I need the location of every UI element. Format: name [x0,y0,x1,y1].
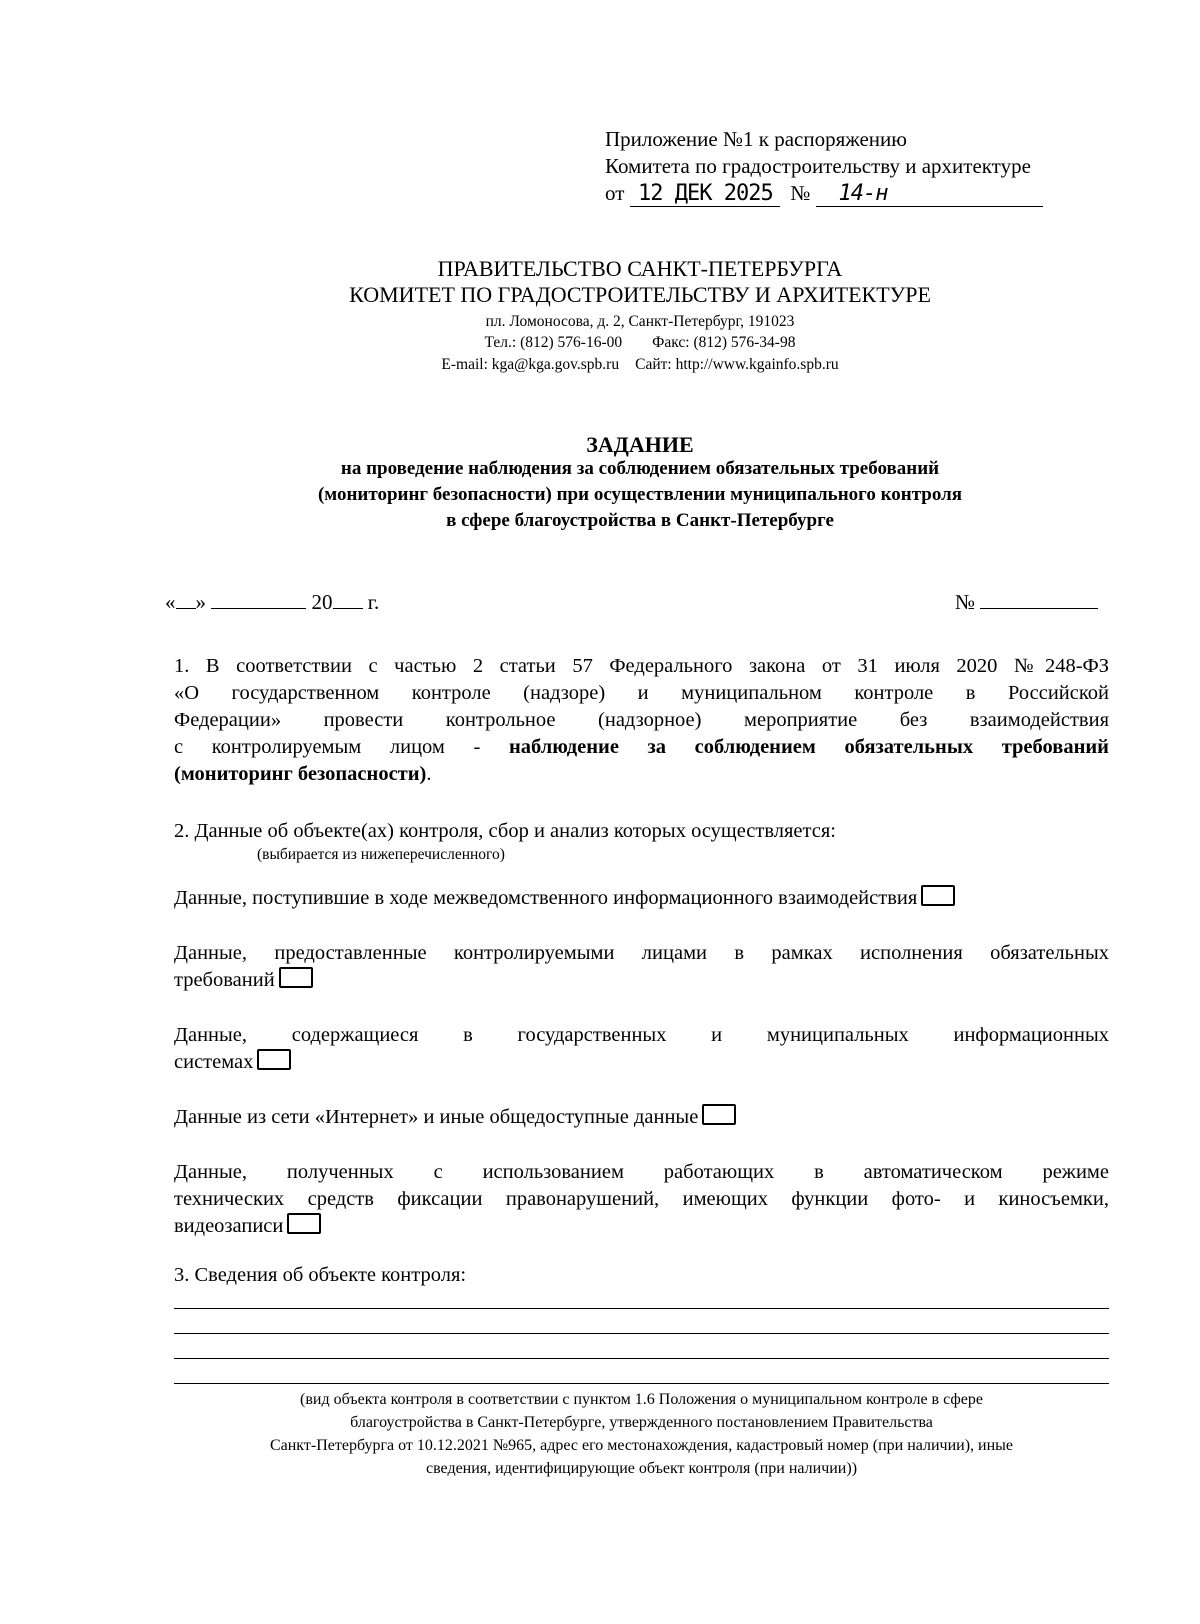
section1-line: «О государственном контроле (надзоре) и муниципальном контроле в Российской [174,682,1109,704]
option-interagency [174,885,955,912]
year-prefix: 20 [311,590,333,614]
section1-line: 1. В соответствии с частью 2 статьи 57 Федерального закона от 31 июля 2020 №248-ФЗ [174,655,1109,677]
footnote-line: (вид объекта контроля в соответствии с пунктом 1.6 Положения о муниципальном контроле в сфере [300,1391,983,1408]
section1-bold-end: (мониторинг безопасности) [174,763,427,785]
section1-bold: наблюдение за соблюдением обязательных требований [508,736,1109,758]
footnote-line: благоустройства в Санкт-Петербурге, утвержденного постановлением Правительства [350,1414,933,1431]
footnote-line: Санкт-Петербурга от 10.12.2021 №965, адрес его местонахождения, кадастровый номер (при наличии), иные [269,1437,1014,1454]
section3-footnote [174,1388,1109,1480]
fill-line[interactable] [174,1333,1109,1334]
option-checkbox[interactable] [921,885,955,906]
task-subtitle-line: на проведение наблюдения за соблюдением обязательных требований [340,458,940,479]
year-blank [333,588,363,609]
website: Сайт: http://www.kgainfo.spb.ru [635,356,839,373]
annex-line1: Приложение №1 к распоряжению [605,127,907,151]
option-controlled-persons: Данные, предоставленные контролируемыми лицами в рамках исполнения обязательных [174,942,1109,964]
task-subtitle-line: (мониторинг безопасности) при осуществлении муниципального контроля [317,484,963,505]
committee-web [240,356,1040,374]
option-technical-means-end [174,1213,321,1240]
phone: Тел.: (812) 576-16-00 [484,334,623,351]
committee-title: КОМИТЕТ ПО ГРАДОСТРОИТЕЛЬСТВУ И АРХИТЕКТУРЕ [349,282,931,307]
option-label: Данные из сети «Интернет» и иные общедоступные данные [174,1106,699,1128]
option-controlled-persons-cont [174,967,313,994]
section2-title: 2. Данные об объекте(ах) контроля, сбор и анализ которых осуществляется: [174,820,836,842]
section1-line: Федерации» провести контрольное (надзорное) мероприятие без взаимодействия [174,709,1109,731]
day-blank [176,588,196,609]
committee-contacts [240,334,1040,352]
number-field [955,588,1098,615]
section3-title: 3. Сведения об объекте контроля: [174,1264,467,1286]
fax: Факс: (812) 576-34-98 [652,334,796,351]
number-label: № [955,590,976,614]
date-field [165,588,379,615]
option-checkbox[interactable] [257,1049,291,1070]
option-information-systems-cont [174,1049,291,1076]
footnote-line: сведения, идентифицирующие объект контроля (при наличии)) [425,1460,858,1477]
section1-period: . [426,763,432,785]
section1-line [174,734,1109,761]
option-label: системах [174,1051,254,1073]
option-label: видеозаписи [174,1215,284,1237]
year-suffix: г. [367,590,380,614]
task-subtitle-line: в сфере благоустройства в Санкт-Петербурге [446,510,834,531]
option-technical-means: Данные, полученных с использованием работающих в автоматическом режиме [174,1161,1109,1183]
option-checkbox[interactable] [702,1104,736,1125]
close-quote: » [195,590,206,614]
option-label: требований [174,969,275,991]
annex-header [605,126,1043,207]
annex-line2: Комитета по градостроительству и архитектуре [605,154,1031,178]
number-blank [980,588,1098,609]
section2-hint: (выбирается из нижеперечисленного) [257,846,505,863]
handwritten-number: 14-н [816,182,1043,207]
month-blank [211,588,306,609]
annex-date-number-line [605,180,1043,207]
email: E-mail: kga@kga.gov.spb.ru [441,356,620,373]
fill-line[interactable] [174,1358,1109,1359]
section1-line [174,761,432,788]
fill-line[interactable] [174,1308,1109,1309]
date-prefix: от [605,181,625,205]
number-prefix: № [790,181,811,205]
option-information-systems: Данные, содержащиеся в государственных и муниципальных информационных [174,1024,1109,1046]
date-stamp: 12 ДЕК 2025 [630,182,780,207]
open-quote: « [165,590,176,614]
section1-plain: с контролируемым лицом - [174,736,509,758]
committee-address: пл. Ломоносова, д. 2, Санкт-Петербург, 191023 [485,313,795,330]
option-label: Данные, поступившие в ходе межведомственного информационного взаимодействия [174,887,918,909]
option-technical-means-cont: технических средств фиксации правонарушений, имеющих функции фото- и киносъемки, [174,1188,1109,1210]
government-title: ПРАВИТЕЛЬСТВО САНКТ-ПЕТЕРБУРГА [437,256,843,281]
fill-line[interactable] [174,1383,1109,1384]
task-heading: ЗАДАНИЕ [586,432,694,457]
option-internet [174,1104,736,1131]
option-checkbox[interactable] [287,1213,321,1234]
option-checkbox[interactable] [279,967,313,988]
